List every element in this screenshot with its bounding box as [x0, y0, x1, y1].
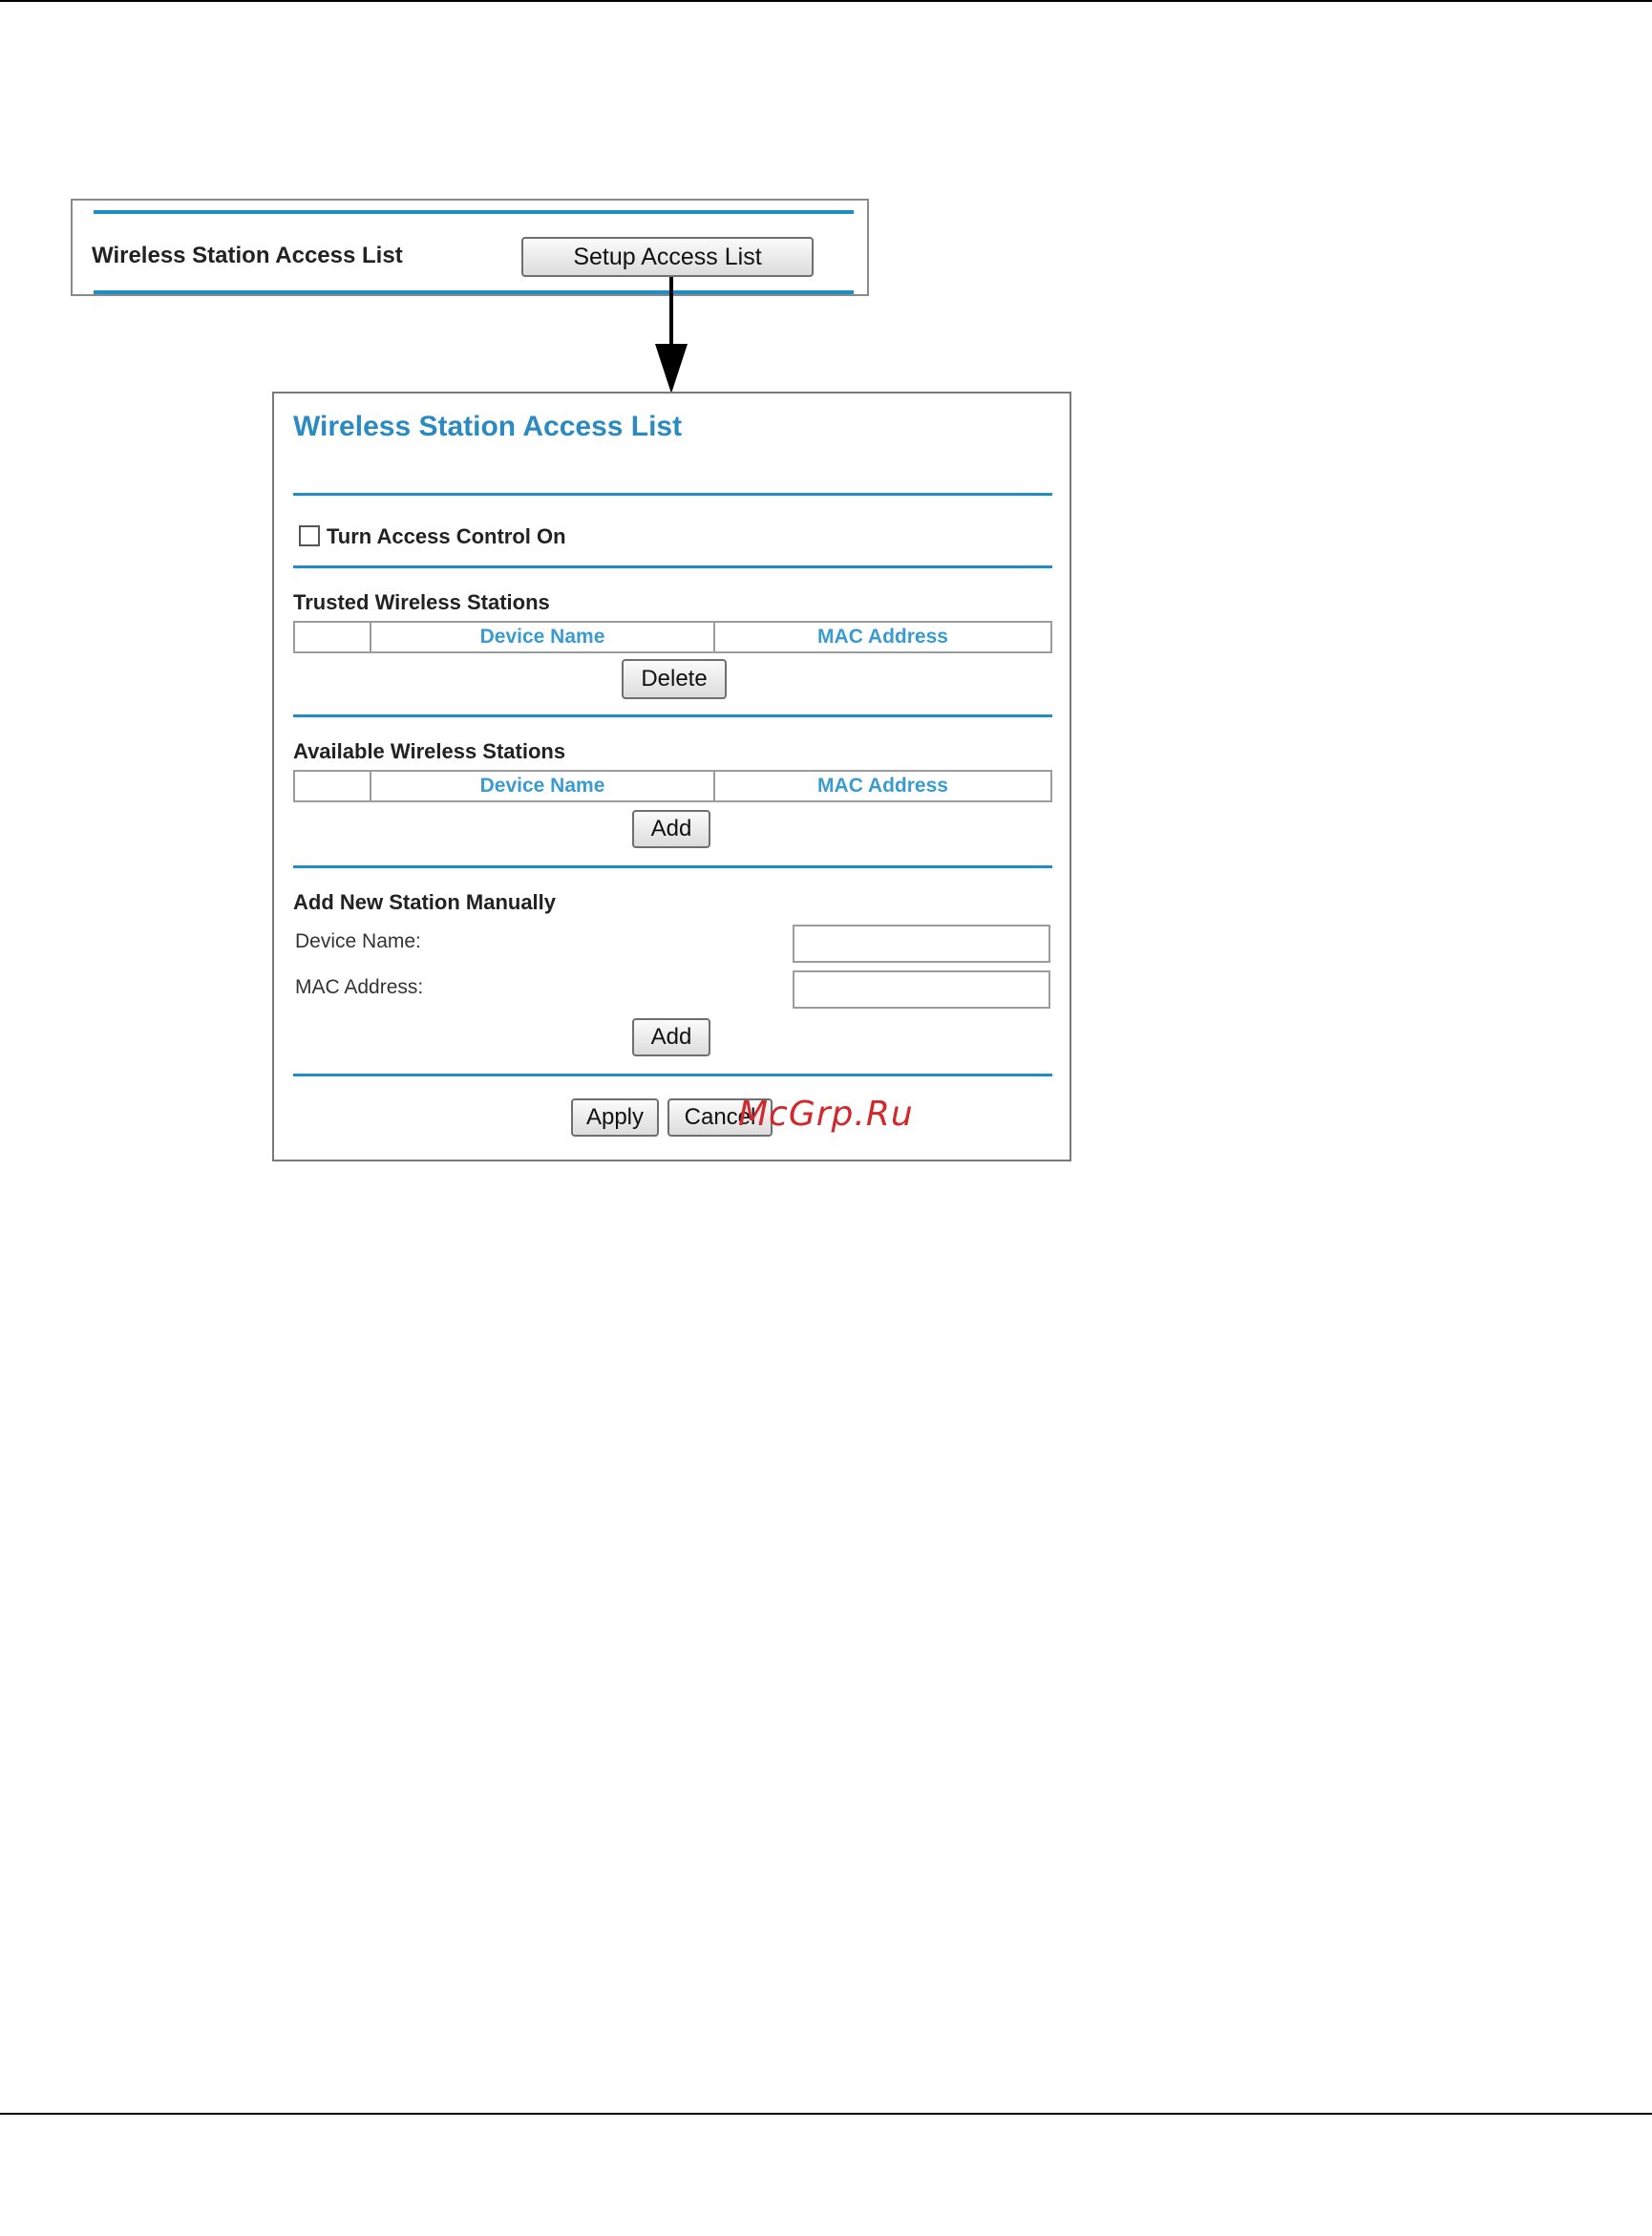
dialog-title: Wireless Station Access List [293, 411, 683, 442]
divider [293, 714, 1052, 717]
add-available-button[interactable]: Add [632, 810, 710, 848]
arrow-down-icon [655, 344, 688, 394]
mac-address-column-header: MAC Address [817, 775, 948, 797]
available-stations-table [293, 770, 1052, 802]
trusted-stations-heading: Trusted Wireless Stations [293, 590, 550, 614]
divider [293, 493, 1052, 496]
divider [293, 1074, 1052, 1076]
access-list-snippet-panel [71, 199, 869, 296]
device-name-column-header: Device Name [371, 623, 715, 651]
mac-address-label: MAC Address: [295, 976, 424, 998]
page-bottom-rule [0, 2113, 1652, 2115]
mac-address-field[interactable] [793, 970, 1050, 1009]
select-column-header [295, 623, 371, 651]
access-list-dialog [272, 392, 1071, 1161]
select-column-header [295, 772, 371, 800]
device-name-column-header: Device Name [371, 772, 715, 800]
snippet-top-line [94, 210, 854, 214]
add-manual-button[interactable]: Add [632, 1018, 710, 1056]
snippet-bottom-line [94, 290, 854, 294]
access-control-checkbox[interactable] [299, 525, 320, 546]
arrow-shaft [669, 277, 673, 346]
setup-access-list-button[interactable]: Setup Access List [521, 237, 814, 277]
available-stations-heading: Available Wireless Stations [293, 739, 566, 763]
access-control-label: Turn Access Control On [327, 524, 566, 548]
cancel-button[interactable]: Cancel [667, 1098, 773, 1137]
apply-button[interactable]: Apply [571, 1098, 659, 1137]
trusted-stations-table [293, 621, 1052, 653]
mac-address-column-header: MAC Address [817, 626, 948, 648]
device-name-field[interactable] [793, 925, 1050, 963]
divider [293, 865, 1052, 868]
divider [293, 565, 1052, 568]
manual-station-heading: Add New Station Manually [293, 890, 557, 914]
snippet-label: Wireless Station Access List [92, 243, 403, 268]
device-name-label: Device Name: [295, 930, 421, 952]
watermark-text: McGrp.Ru [738, 1095, 914, 1134]
page-top-rule [0, 0, 1652, 2]
delete-button[interactable]: Delete [622, 659, 727, 699]
